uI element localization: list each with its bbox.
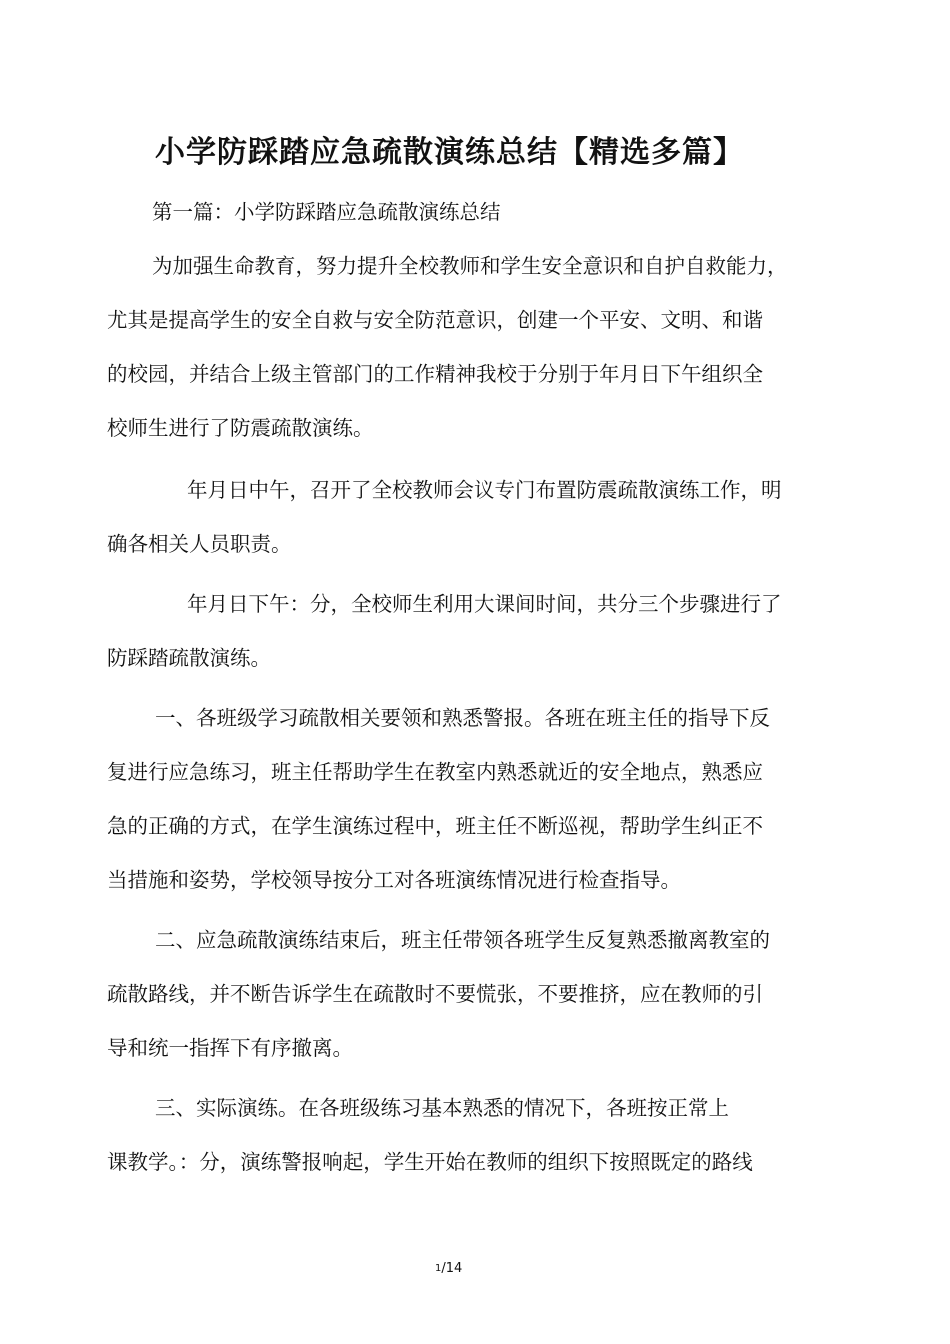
paragraph-line: 一、各班级学习疏散相关要领和熟悉警报。各班在班主任的指导下反 — [155, 706, 770, 730]
paragraph-line: 急的正确的方式，在学生演练过程中，班主任不断巡视，帮助学生纠正不 — [107, 814, 763, 838]
paragraph-line: 确各相关人员职责。 — [107, 532, 292, 556]
page-total: 14 — [445, 1261, 463, 1276]
paragraph-1 — [107, 239, 847, 455]
paragraph-line: 三、实际演练。在各班级练习基本熟悉的情况下，各班按正常上 — [155, 1096, 729, 1120]
paragraph-6 — [107, 1081, 847, 1189]
paragraph-line: 课教学。：分，演练警报响起，学生开始在教师的组织下按照既定的路线 — [107, 1150, 753, 1174]
paragraph-line: 尤其是提高学生的安全自救与安全防范意识，创建一个平安、文明、和谐 — [107, 308, 763, 332]
document-title: 小学防踩踏应急疏散演练总结【精选多篇】 — [155, 135, 744, 171]
paragraph-line: 防踩踏疏散演练。 — [107, 646, 271, 670]
paragraph-5 — [107, 913, 847, 1075]
page-current: 1 — [435, 1263, 442, 1274]
paragraph-2 — [107, 463, 847, 571]
paragraph-3 — [107, 577, 847, 685]
section-heading: 第一篇：小学防踩踏应急疏散演练总结 — [152, 200, 501, 224]
page-separator: / — [441, 1261, 446, 1276]
paragraph-line: 导和统一指挥下有序撤离。 — [107, 1036, 353, 1060]
paragraph-line: 为加强生命教育，努力提升全校教师和学生安全意识和自护自救能力， — [152, 254, 788, 278]
paragraph-line: 疏散路线，并不断告诉学生在疏散时不要慌张，不要推挤，应在教师的引 — [107, 982, 763, 1006]
paragraph-4 — [107, 691, 847, 907]
paragraph-line: 二、应急疏散演练结束后，班主任带领各班学生反复熟悉撤离教室的 — [155, 928, 770, 952]
paragraph-line: 当措施和姿势，学校领导按分工对各班演练情况进行检查指导。 — [107, 868, 681, 892]
paragraph-line: 的校园，并结合上级主管部门的工作精神我校于分别于年月日下午组织全 — [107, 362, 763, 386]
page-number — [435, 1261, 515, 1277]
paragraph-line: 年月日下午：分，全校师生利用大课间时间，共分三个步骤进行了 — [187, 592, 782, 616]
paragraph-line: 年月日中午，召开了全校教师会议专门布置防震疏散演练工作，明 — [187, 478, 782, 502]
paragraph-line: 校师生进行了防震疏散演练。 — [107, 416, 374, 440]
paragraph-line: 复进行应急练习，班主任帮助学生在教室内熟悉就近的安全地点，熟悉应 — [107, 760, 763, 784]
document-body — [107, 185, 847, 1189]
